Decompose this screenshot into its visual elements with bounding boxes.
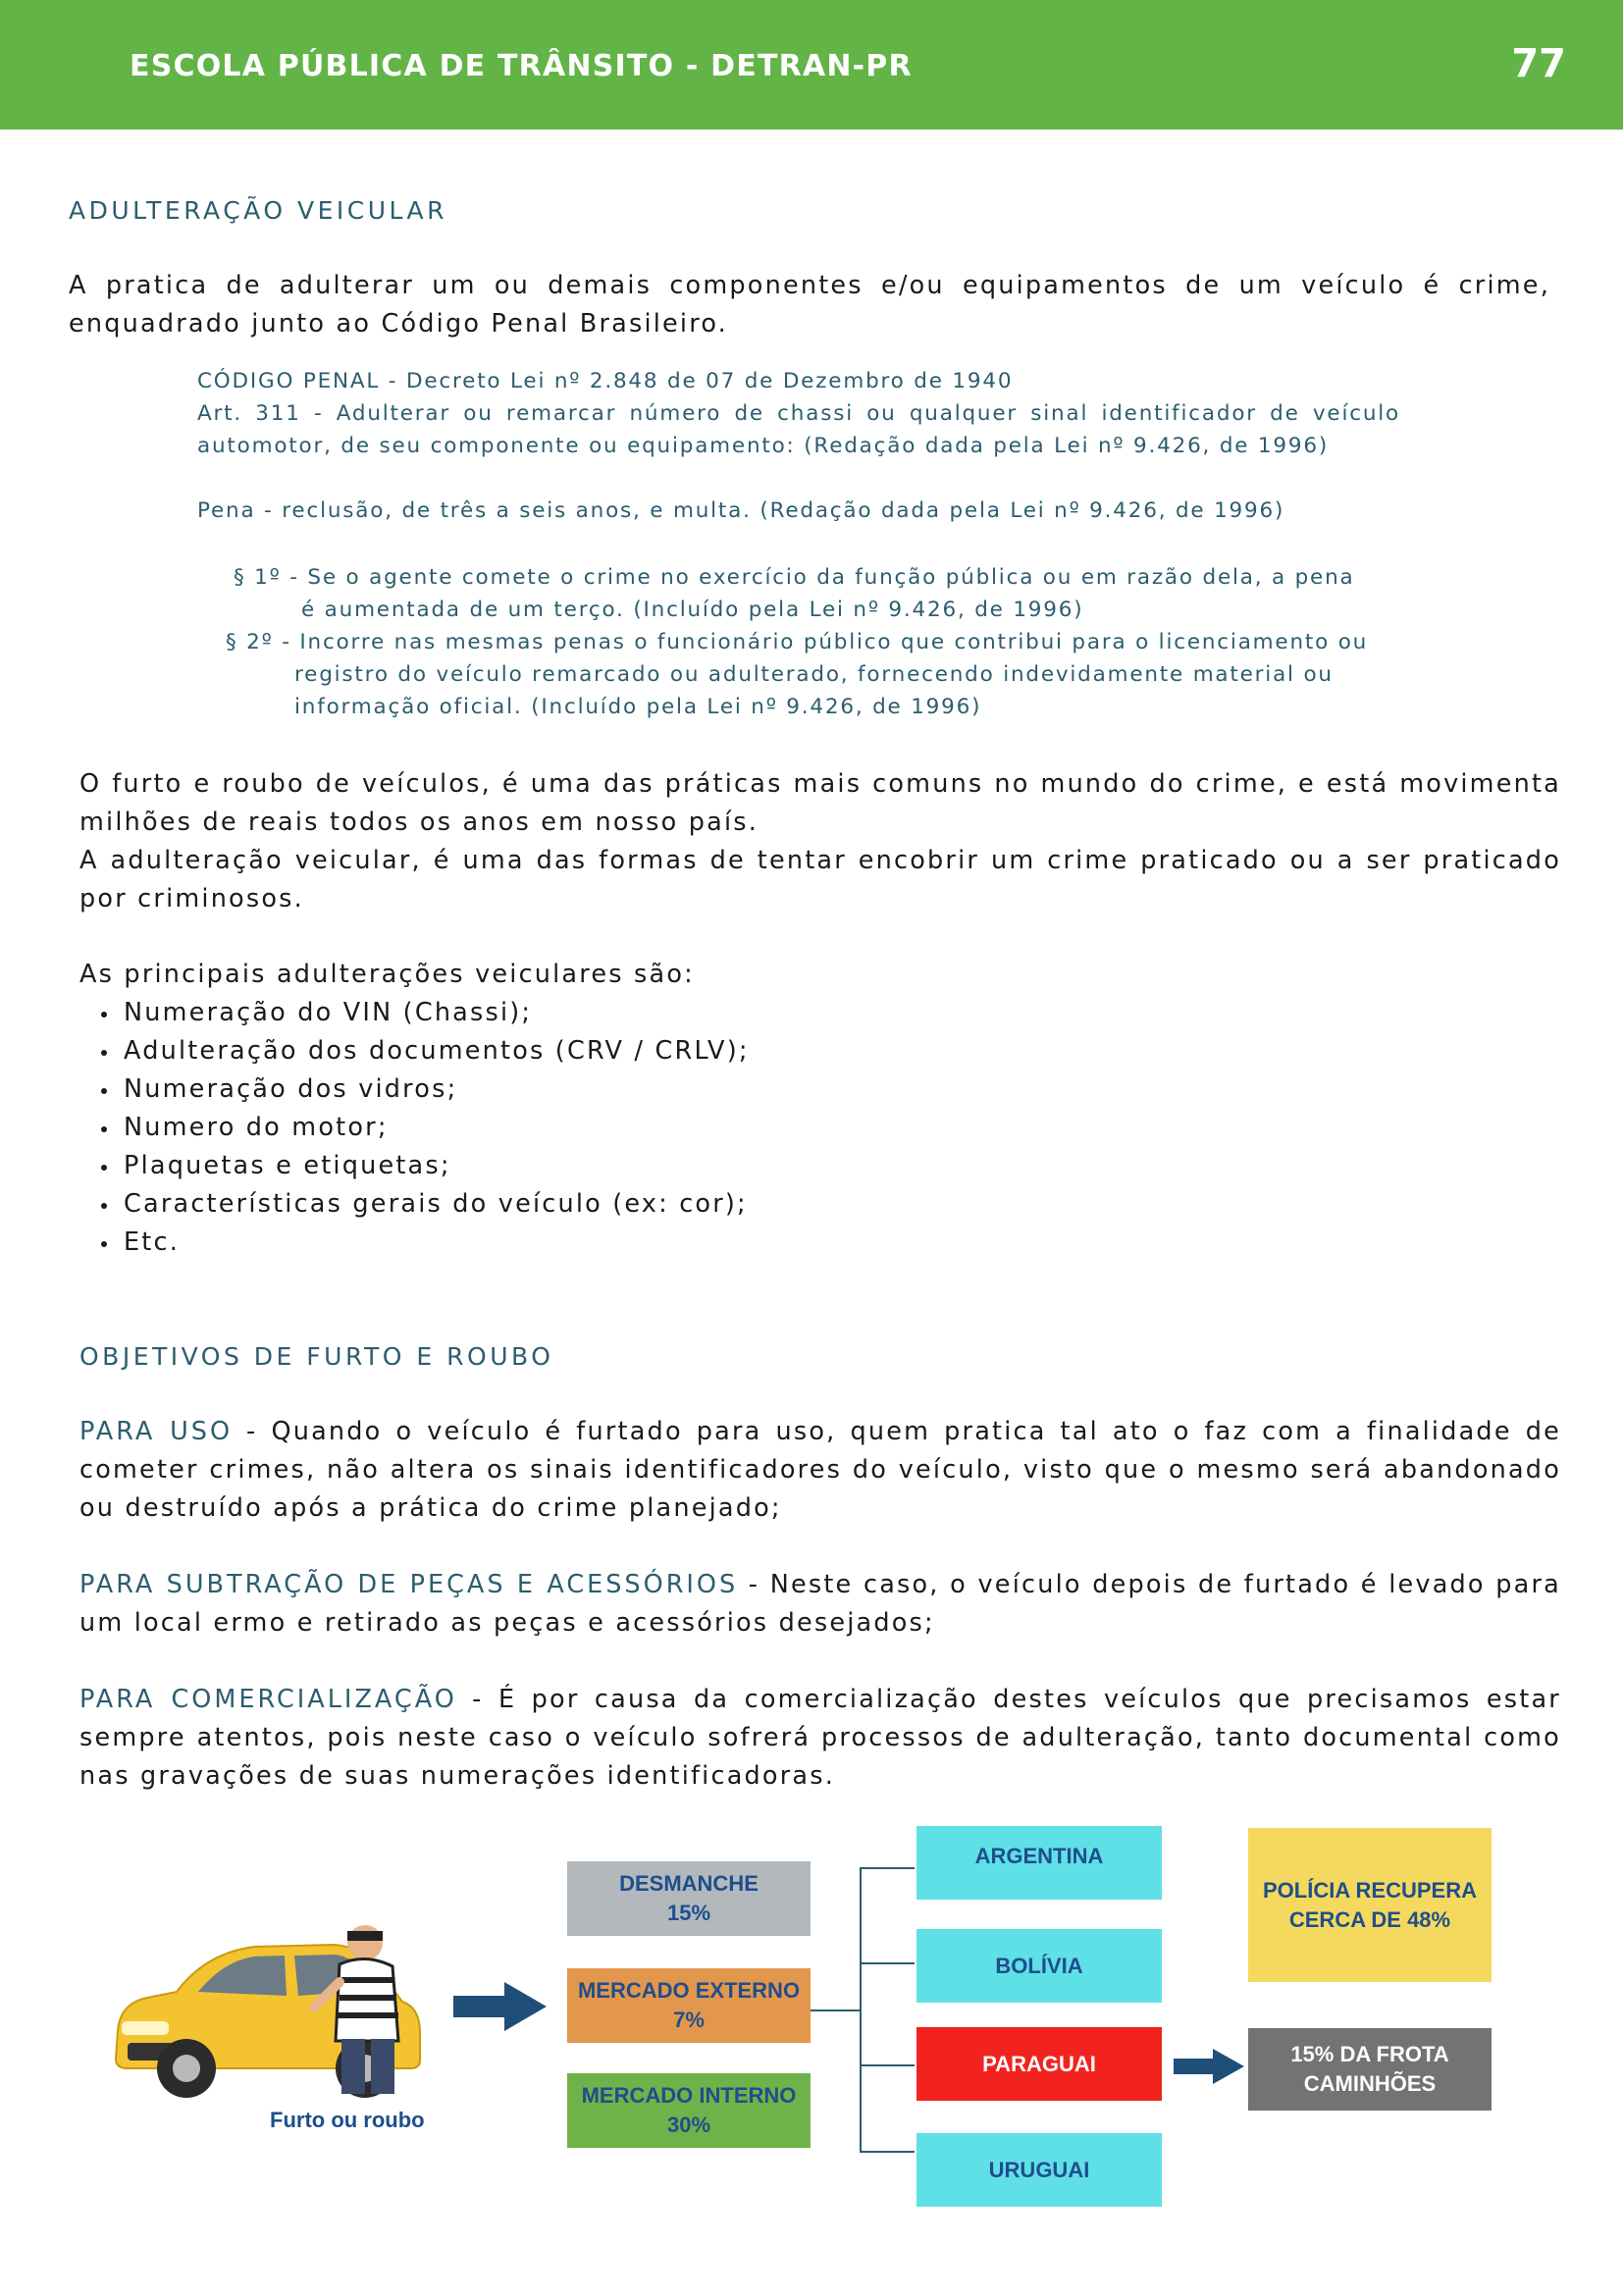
law-p2-line-2: registro do veículo remarcado ou adulterado, fornecendo indevidamente material ou [294,662,1334,687]
pecas-label: PARA SUBTRAÇÃO DE PEÇAS E ACESSÓRIOS [79,1570,739,1599]
list-item: • Numero do motor; [120,1109,750,1147]
body-paragraph [79,765,1561,918]
law-p1-line-1: § 1º - Se o agente comete o crime no exercício da função pública ou em razão dela, a pena [234,565,1355,590]
box-mercado-interno [567,2073,811,2148]
country-label: BOLÍVIA [995,1953,1083,1978]
country-label: ARGENTINA [974,1843,1104,1868]
law-p1-line-2: é aumentada de um terço. (Incluído pela Lei nº 9.426, de 1996) [301,598,1084,622]
law-pena: Pena - reclusão, de três a seis anos, e multa. (Redação dada pela Lei nº 9.426, de 1996) [197,498,1285,523]
uso-paragraph [79,1413,1561,1528]
comercial-paragraph [79,1681,1561,1796]
car-thief-illustration [108,1913,432,2110]
list-item: • Numeração dos vidros; [120,1070,750,1109]
box-frota-caminhoes [1248,2028,1492,2111]
uso-line-3: ou destruído após a prática do crime planejado; [79,1493,782,1523]
policia-line-1: POLÍCIA RECUPERA [1263,1877,1477,1903]
country-uruguai [916,2133,1162,2207]
comercial-line-3: nas gravações de suas numerações identificadoras. [79,1761,836,1791]
desmanche-name: DESMANCHE [619,1871,759,1896]
frota-line-2: CAMINHÕES [1303,2071,1437,2096]
body-line-4: por criminosos. [79,884,304,913]
car-caption: Furto ou roubo [270,2108,425,2132]
law-line-1: CÓDIGO PENAL - Decreto Lei nº 2.848 de 07 de Dezembro de 1940 [197,369,1014,393]
policia-line-2: CERCA DE 48% [1288,1906,1451,1932]
header-title: ESCOLA PÚBLICA DE TRÂNSITO - DETRAN-PR [130,49,913,83]
body-line-1: O furto e roubo de veículos, é uma das práticas mais comuns no mundo do crime, e está movimenta [79,769,1561,799]
list-item: • Características gerais do veículo (ex: cor); [120,1185,750,1224]
pecas-line-1 [79,1566,1561,1604]
intro-line-2: enquadrado junto ao Código Penal Brasileiro. [69,309,728,339]
page-number: 77 [1511,41,1566,86]
section-title-adulteracao: ADULTERAÇÃO VEICULAR [69,196,447,225]
country-label: PARAGUAI [982,2051,1096,2076]
list-item: • Numeração do VIN (Chassi); [120,994,750,1032]
law-paragraph-2 [226,626,1433,723]
uso-label: PARA USO [79,1417,234,1446]
connector-line [860,1867,915,1869]
list-item: • Etc. [120,1224,750,1262]
law-p2-line-1: § 2º - Incorre nas mesmas penas o funcionário público que contribui para o licenciamento ou [226,630,1369,654]
desmanche-pct: 15% [666,1901,711,1925]
law-p2-line-3: informação oficial. (Incluído pela Lei nº 9.426, de 1996) [294,695,982,719]
arrow-right-icon [1174,2049,1244,2084]
list-item: • Adulteração dos documentos (CRV / CRLV); [120,1032,750,1070]
uso-line-1 [79,1413,1561,1451]
country-argentina [916,1826,1162,1900]
law-quote [197,365,1400,527]
uso-text-1: - Quando o veículo é furtado para uso, quem pratica tal ato o faz com a finalidade de [233,1417,1561,1446]
intro-paragraph [69,267,1550,343]
list-intro: As principais adulterações veiculares são: [79,960,695,989]
comercial-text-1: - É por causa da comercialização destes veículos que precisamos estar [456,1685,1561,1714]
interno-pct: 30% [666,2113,711,2137]
connector-line [811,2009,862,2011]
comercial-line-1 [79,1681,1561,1719]
connector-line [860,2151,915,2153]
externo-name: MERCADO EXTERNO [577,1978,801,2003]
interno-name: MERCADO INTERNO [581,2083,797,2108]
country-bolivia [916,1929,1162,2003]
box-desmanche [567,1861,811,1936]
adulteration-list [80,994,750,1262]
uso-line-2: cometer crimes, não altera os sinais identificadores do veículo, visto que o mesmo será abandonado [79,1455,1561,1485]
externo-pct: 7% [673,2008,705,2032]
pecas-line-2: um local ermo e retirado as peças e acessórios desejados; [79,1608,935,1638]
body-line-3: A adulteração veicular, é uma das formas de tentar encobrir um crime praticado ou a ser praticado [79,846,1561,875]
connector-line [860,1867,862,2152]
body-line-2: milhões de reais todos os anos em nosso país. [79,808,759,837]
box-policia-recupera [1248,1828,1492,1982]
box-mercado-externo [567,1968,811,2043]
frota-line-1: 15% DA FROTA [1290,2042,1449,2066]
arrow-right-icon [453,1982,547,2031]
pecas-paragraph [79,1566,1561,1643]
pecas-text-1: - Neste caso, o veículo depois de furtado é levado para [738,1570,1561,1599]
law-line-2: Art. 311 - Adulterar ou remarcar número de chassi ou qualquer sinal identificador de veículo [197,401,1400,426]
country-paraguai [916,2027,1162,2101]
comercial-line-2: sempre atentos, pois neste caso o veículo sofrerá processos de adulteração, tanto documental como [79,1723,1561,1752]
connector-line [860,2064,915,2066]
section-title-objetivos: OBJETIVOS DE FURTO E ROUBO [79,1342,554,1371]
intro-line-1: A pratica de adulterar um ou demais componentes e/ou equipamentos de um veículo é crime, [69,271,1550,300]
comercial-label: PARA COMERCIALIZAÇÃO [79,1685,457,1714]
page-header [0,0,1623,130]
law-paragraph-1 [234,561,1431,626]
list-item: • Plaquetas e etiquetas; [120,1147,750,1185]
law-line-3: automotor, de seu componente ou equipamento: (Redação dada pela Lei nº 9.426, de 1996) [197,434,1330,458]
country-label: URUGUAI [988,2157,1090,2182]
connector-line [860,1962,915,1964]
